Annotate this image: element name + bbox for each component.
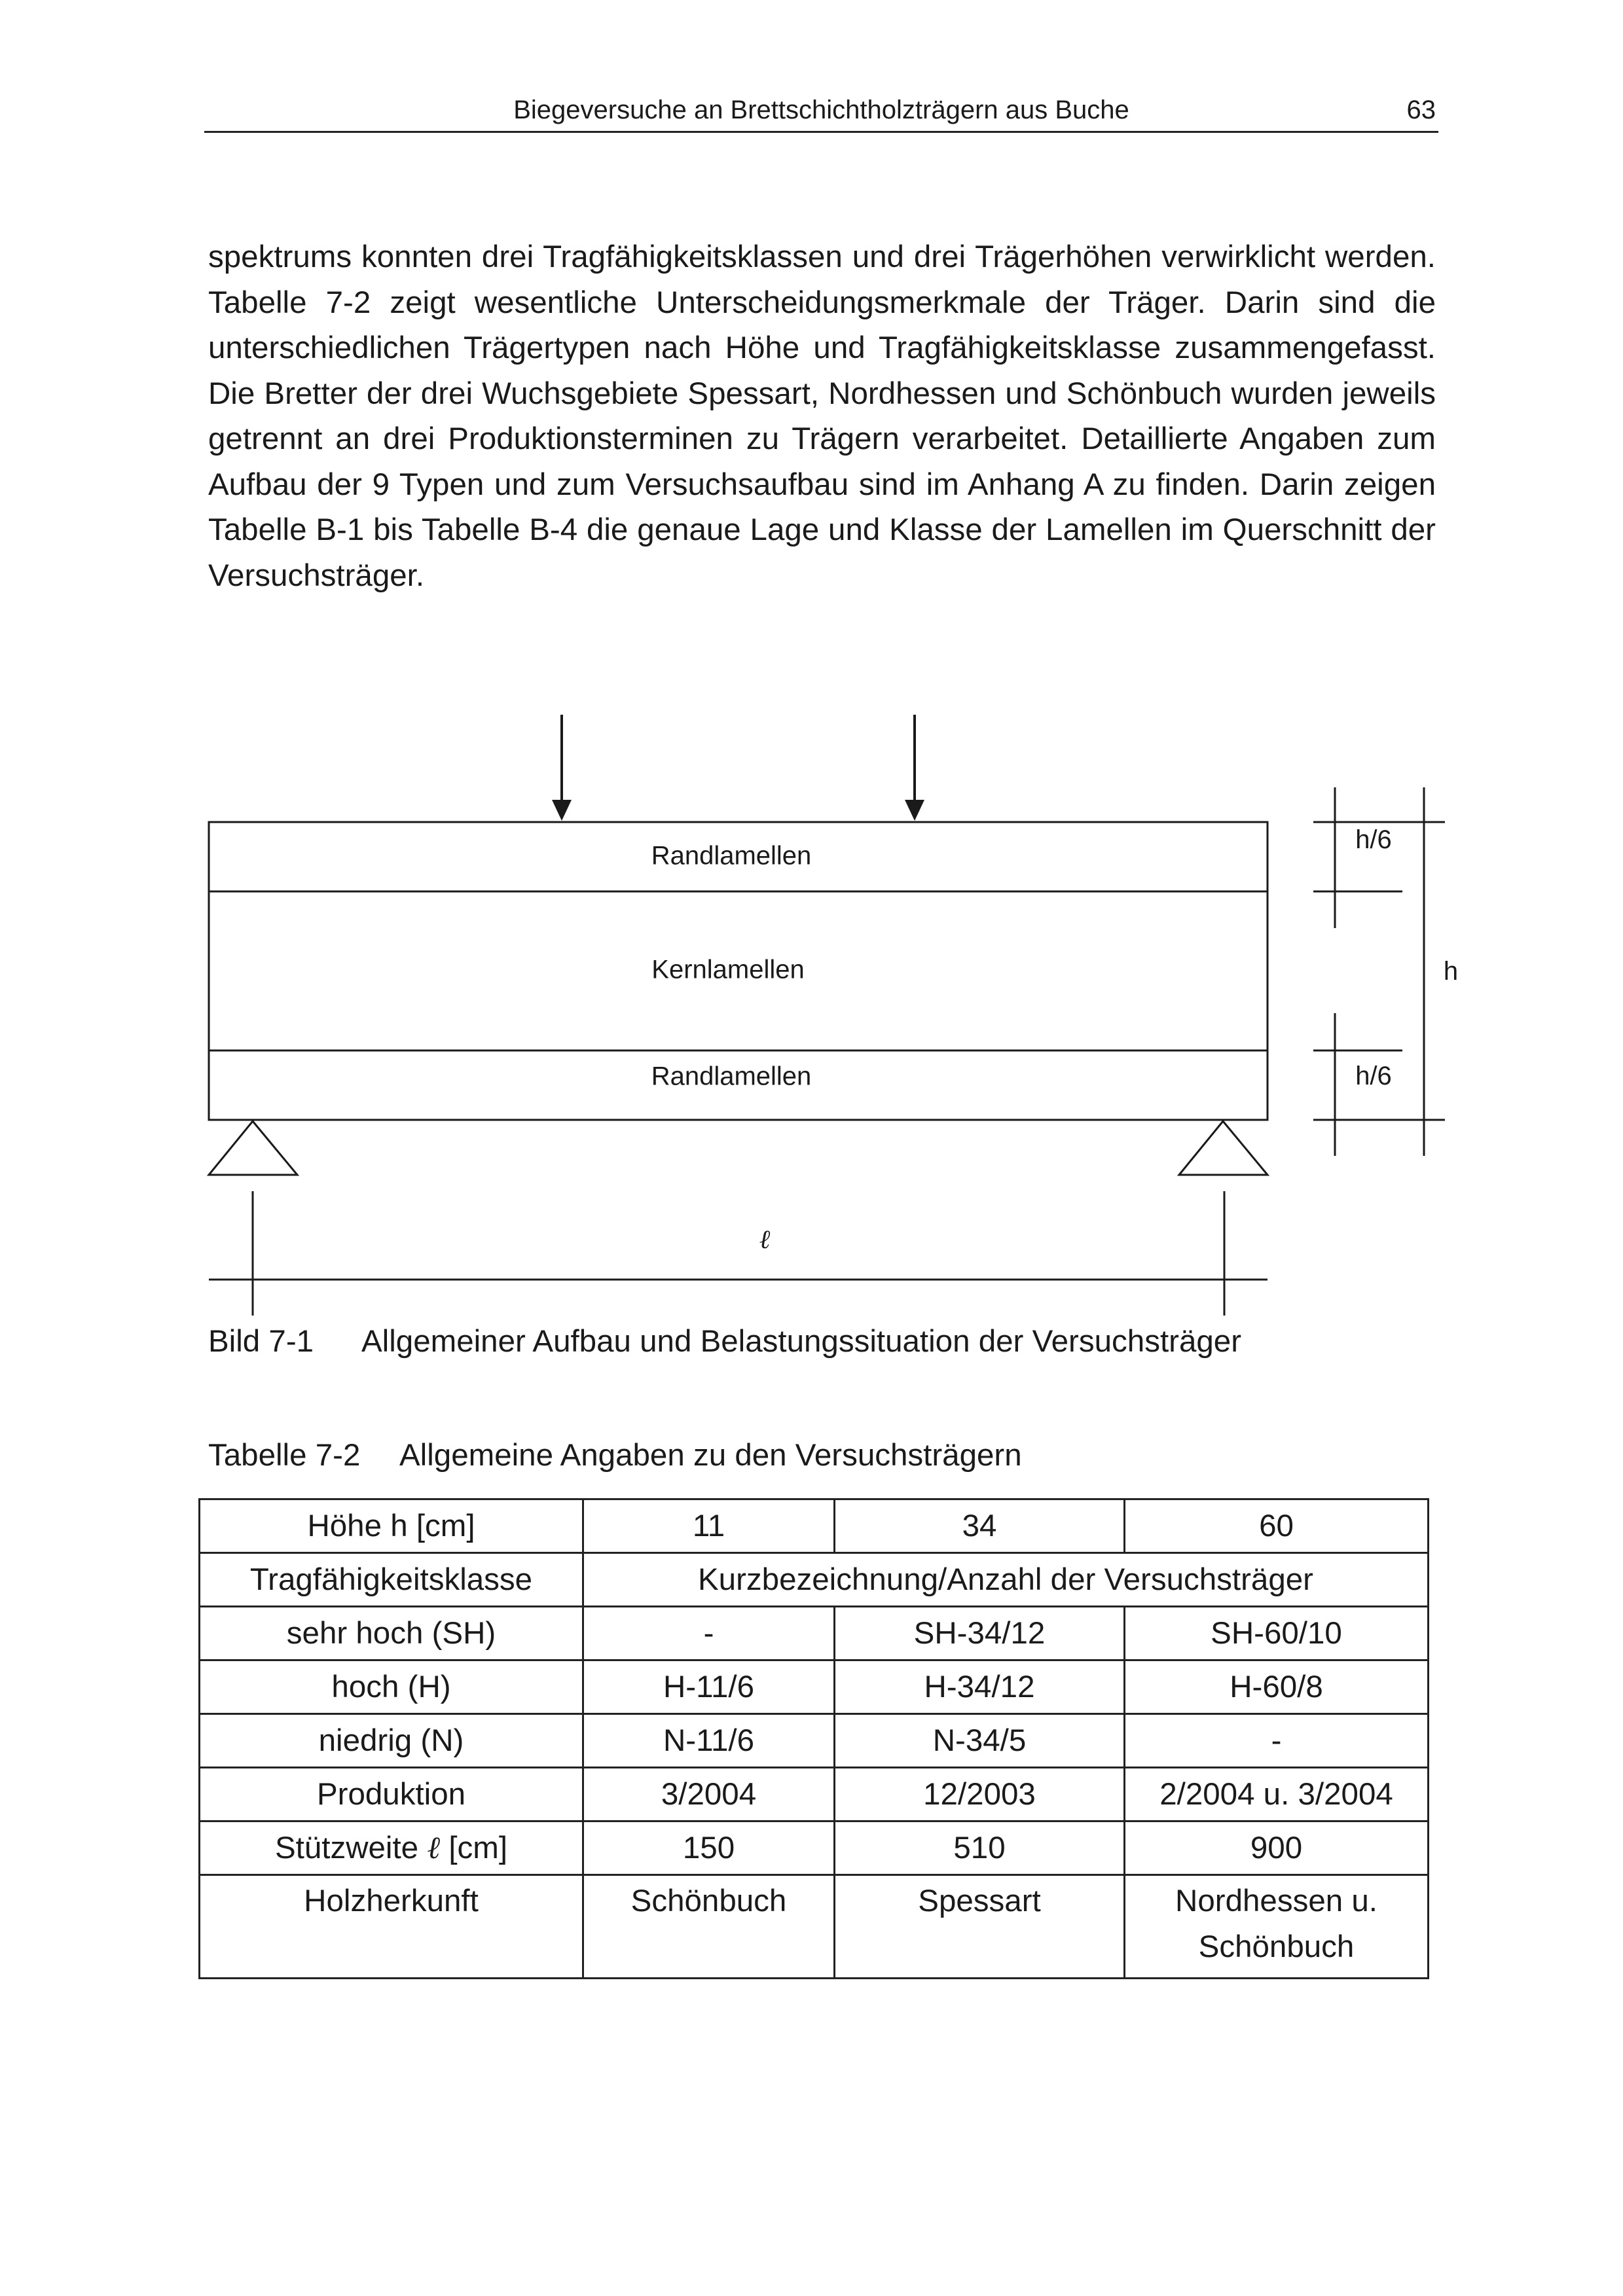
load-arrow-left — [552, 715, 572, 821]
table-caption-number: Tabelle 7-2 — [208, 1438, 361, 1473]
dim-label-top: h/6 — [1355, 825, 1392, 854]
table-cell: SH-34/12 — [835, 1607, 1125, 1660]
span-label-suffix: [cm] — [448, 1831, 508, 1865]
table-cell: 510 — [835, 1821, 1125, 1875]
data-table — [198, 1498, 1429, 1979]
table-cell: hoch (H) — [200, 1660, 583, 1714]
table-cell: 900 — [1125, 1821, 1429, 1875]
table-cell: 3/2004 — [583, 1768, 835, 1821]
running-title: Biegeversuche an Brettschichtholzträgern aus Buche — [513, 96, 1129, 124]
dim-label-total: h — [1443, 957, 1459, 986]
table-row — [200, 1499, 1429, 1553]
support-left — [209, 1121, 297, 1175]
table-cell: N-34/5 — [835, 1714, 1125, 1768]
table-cell: 60 — [1125, 1499, 1429, 1553]
table-cell: H-11/6 — [583, 1660, 835, 1714]
dim-label-bottom: h/6 — [1355, 1062, 1392, 1090]
table-cell: 34 — [835, 1499, 1125, 1553]
table-row — [200, 1768, 1429, 1821]
table-cell: - — [1125, 1714, 1429, 1768]
table-cell: H-34/12 — [835, 1660, 1125, 1714]
origin-line-1: Nordhessen u. — [1175, 1884, 1377, 1918]
figure-caption — [208, 1323, 1241, 1359]
table-cell: 11 — [583, 1499, 835, 1553]
table-cell: N-11/6 — [583, 1714, 835, 1768]
table-cell: Holzherkunft — [200, 1875, 583, 1979]
table-cell — [200, 1821, 583, 1875]
label-core-lamellae: Kernlamellen — [651, 955, 805, 984]
table-cell: - — [583, 1607, 835, 1660]
table-cell: Kurzbezeichnung/Anzahl der Versuchsträger — [583, 1553, 1429, 1607]
span-label-symbol: ℓ — [427, 1830, 441, 1866]
span-dimension — [209, 1191, 1267, 1316]
table-cell: 12/2003 — [835, 1768, 1125, 1821]
origin-line-2: Schönbuch — [1198, 1929, 1355, 1964]
table-row — [200, 1714, 1429, 1768]
body-paragraph: spektrums konnten drei Tragfähigkeitsklassen und drei Trägerhöhen verwirklicht werden. Tabelle 7-2 zeigt wesentliche Unterscheidungsmerkmale der Träger. Darin sind die unterschiedlichen Trägertypen nach Höhe und Tragfähigkeitsklasse zusammengefasst. Die Bretter der drei Wuchsgebiete Spessart, Nordhessen und Schönbuch wurden jeweils getrennt an drei Produktionsterminen zu Trägern verarbeitet. Detaillierte Angaben zum Aufbau der 9 Typen und zum Versuchsaufbau sind im Anhang A zu finden. Darin zeigen Tabelle B-1 bis Tabelle B-4 die genaue Lage und Klasse der Lamellen im Querschnitt der Versuchsträger. — [208, 240, 1436, 593]
table-cell: 150 — [583, 1821, 835, 1875]
table-cell: Spessart — [835, 1875, 1125, 1979]
figure-caption-number: Bild 7-1 — [208, 1324, 314, 1359]
label-outer-lamellae-bottom: Randlamellen — [651, 1062, 812, 1091]
table-row — [200, 1660, 1429, 1714]
table-cell: H-60/8 — [1125, 1660, 1429, 1714]
table-cell: 2/2004 u. 3/2004 — [1125, 1768, 1429, 1821]
table-cell: SH-60/10 — [1125, 1607, 1429, 1660]
table-cell: Schönbuch — [583, 1875, 835, 1979]
table-row — [200, 1821, 1429, 1875]
span-symbol: ℓ — [759, 1225, 771, 1255]
table-row — [200, 1875, 1429, 1979]
span-label-prefix: Stützweite — [274, 1831, 419, 1865]
table-row — [200, 1553, 1429, 1607]
table-cell: Produktion — [200, 1768, 583, 1821]
support-right — [1179, 1121, 1267, 1175]
table-cell: Höhe h [cm] — [200, 1499, 583, 1553]
table-cell: Tragfähigkeitsklasse — [200, 1553, 583, 1607]
table-caption-text: Allgemeine Angaben zu den Versuchsträgern — [399, 1438, 1022, 1473]
load-arrow-right — [905, 715, 924, 821]
table-row — [200, 1607, 1429, 1660]
figure-caption-text: Allgemeiner Aufbau und Belastungssituation der Versuchsträger — [361, 1324, 1242, 1359]
table-caption — [208, 1437, 1022, 1473]
table-cell — [1125, 1875, 1429, 1979]
page-number: 63 — [1406, 96, 1436, 124]
label-outer-lamellae-top: Randlamellen — [651, 841, 812, 870]
table-cell: niedrig (N) — [200, 1714, 583, 1768]
table-cell: sehr hoch (SH) — [200, 1607, 583, 1660]
